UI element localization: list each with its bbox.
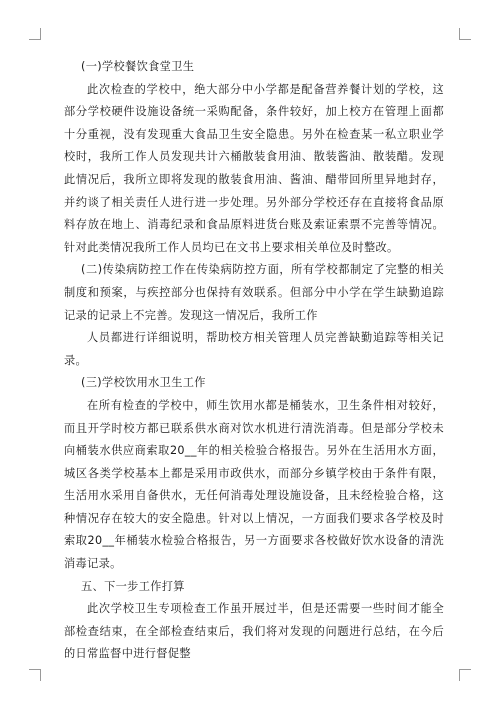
paragraph-next-steps: 此次学校卫生专项检查工作虽开展过半，但是还需要一些时间才能全部检查结束，在全部检查结束后，我们将对发现的问题进行总结，在今后的日常监督中进行督促整 [64, 602, 444, 661]
paragraph-disease-control: 人员都进行详细说明，帮助校方相关管理人员完善缺勤追踪等相关记录。 [64, 331, 444, 367]
crop-mark-top-left-v [40, 28, 41, 40]
crop-mark-bottom-right [459, 669, 471, 670]
section-heading-next-steps: 五、下一步工作打算 [81, 579, 185, 593]
crop-mark-top-right [459, 39, 471, 40]
section-heading-canteen: (一)学校餐饮食堂卫生 [81, 60, 195, 73]
crop-mark-bottom-left-v [40, 669, 41, 681]
crop-mark-bottom-right-v [459, 669, 460, 681]
crop-mark-top-right-v [459, 28, 460, 40]
paragraph-canteen: 此次检查的学校中，绝大部分中小学都是配备营养餐计划的学校，这部分学校硬件设施设备统一采购配备，条件较好，加上校方在管理上面都十分重视，没有发现重大食品卫生安全隐患。另外在检查某一私立职业学校时，我所工作人员发现共计六桶散装食用油、散装酱油、散装醋。发现此情况后，我所立即将发现的散装食用油、酱油、醋带回所里异地封存，并约谈了相关责任人进行进一步处理。另外部分学校还存在直接将食品原料存放在地上、消毒纪录和食品原料进货台账及索证索票不完善等情况。针对此类情况我所工作人员均已在文书上要求相关单位及时整改。 [64, 82, 444, 254]
paragraph-drinking-water: 在所有检查的学校中，师生饮用水都是桶装水，卫生条件相对较好，而且开学时校方都已联系供水商对饮水机进行清洗消毒。但是部分学校未向桶装水供应商索取20__年的相关检验合格报告。另外在生活用水方面，城区各类学校基本上都是采用市政供水，而部分乡镇学校由于条件有限，生活用水采用自备供水，无任何消毒处理设施设备，且未经检验合格，这种情况存在较大的安全隐患。针对以上情况，一方面我们要求各学校及时索取20__年桶装水检验合格报告，另一方面要求各校做好饮水设备的清洗消毒记录。 [64, 398, 444, 571]
section-heading-drinking-water: (三)学校饮用水卫生工作 [81, 376, 206, 390]
document-body [64, 56, 444, 666]
section-heading-disease-control: (二)传染病防控工作在传染病防控方面，所有学校都制定了完整的相关制度和预案，与疾控部分也保持有效联系。但部分中小学在学生缺勤追踪记录的记录上不完善。发现这一情况后，我所工作 [64, 263, 444, 322]
